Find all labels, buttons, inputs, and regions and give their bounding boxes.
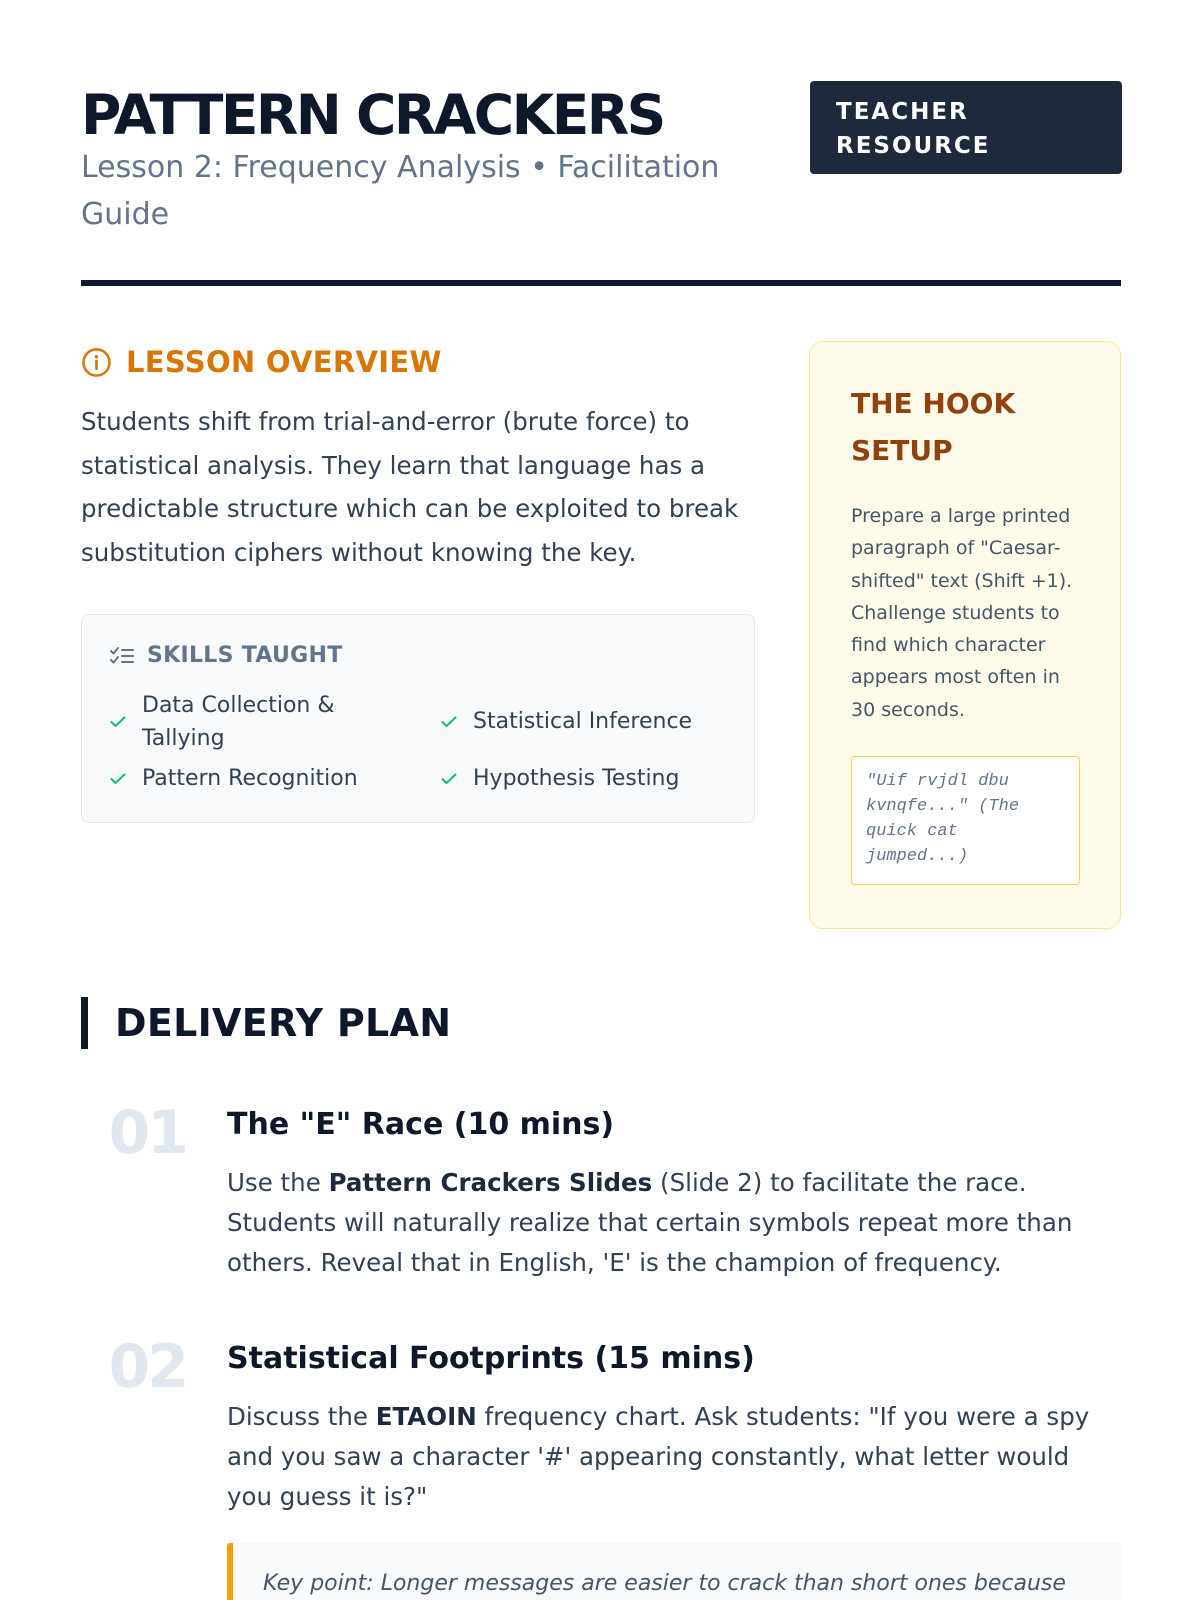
step-text-bold: Pattern Crackers Slides (328, 1168, 653, 1197)
step-text-before: Use the (227, 1168, 329, 1197)
skill-item (110, 689, 390, 755)
step-text-before: Discuss the (227, 1402, 376, 1431)
step-number: 01 (108, 1098, 186, 1168)
hook-text: Prepare a large printed paragraph of "Caesar-shifted" text (Shift +1). Challenge students to find which character appears most often in 30 seconds. (851, 505, 1073, 721)
page-subtitle: Lesson 2: Frequency Analysis • Facilitation Guide (81, 150, 720, 232)
hook-setup-card (809, 341, 1121, 929)
delivery-plan-heading (81, 997, 451, 1049)
teacher-resource-badge (810, 81, 1122, 174)
step-text-after: frequency chart. Ask students: "If you were a spy and you saw a character '#' appearing constantly, what letter would you guess it is?" (227, 1402, 1090, 1511)
step-text (227, 1163, 1107, 1283)
info-circle-icon (81, 347, 112, 378)
skill-label: Data Collection & Tallying (142, 693, 335, 751)
skills-heading-label: SKILLS TAUGHT (147, 643, 343, 668)
check-icon (441, 773, 457, 785)
delivery-plan-label: DELIVERY PLAN (115, 1001, 452, 1045)
skills-panel (81, 614, 755, 823)
skill-label: Hypothesis Testing (473, 766, 680, 791)
skill-label: Statistical Inference (473, 709, 693, 734)
step-text-after: (Slide 2) to facilitate the race. Students will naturally realize that certain symbols repeat more than others. Reveal that in English, 'E' is the champion of frequency. (227, 1168, 1073, 1277)
skills-heading (110, 643, 343, 668)
hook-title: THE HOOK SETUP (851, 387, 1016, 467)
step-number: 02 (108, 1332, 186, 1402)
overview-heading-label: LESSON OVERVIEW (126, 345, 442, 379)
page-title: PATTERN CRACKERS (81, 83, 664, 147)
skill-item (110, 762, 358, 795)
key-point-callout: Key point: Longer messages are easier to crack than short ones because (227, 1543, 1121, 1600)
overview-heading (81, 345, 442, 379)
step-title: Statistical Footprints (15 mins) (227, 1341, 755, 1376)
overview-text: Students shift from trial-and-error (brute force) to statistical analysis. They learn that language has a predictable structure which can be exploited to break substitution ciphers without knowing the key. (81, 407, 739, 567)
step-text-bold: ETAOIN (375, 1402, 477, 1431)
skill-item (441, 705, 692, 738)
check-icon (441, 716, 457, 728)
badge-line-2: RESOURCE (836, 133, 991, 159)
cipher-example: "Uif rvjdl dbu kvnqfe..." (The quick cat jumped...) (851, 756, 1080, 885)
step-title: The "E" Race (10 mins) (227, 1107, 615, 1142)
check-icon (110, 716, 126, 728)
badge-line-1: TEACHER (836, 99, 969, 125)
header-divider (81, 280, 1121, 286)
skill-label: Pattern Recognition (142, 766, 358, 791)
page-header (81, 80, 1121, 238)
step-text (227, 1397, 1107, 1517)
checklist-icon (110, 646, 134, 666)
skill-item (441, 762, 679, 795)
check-icon (110, 773, 126, 785)
